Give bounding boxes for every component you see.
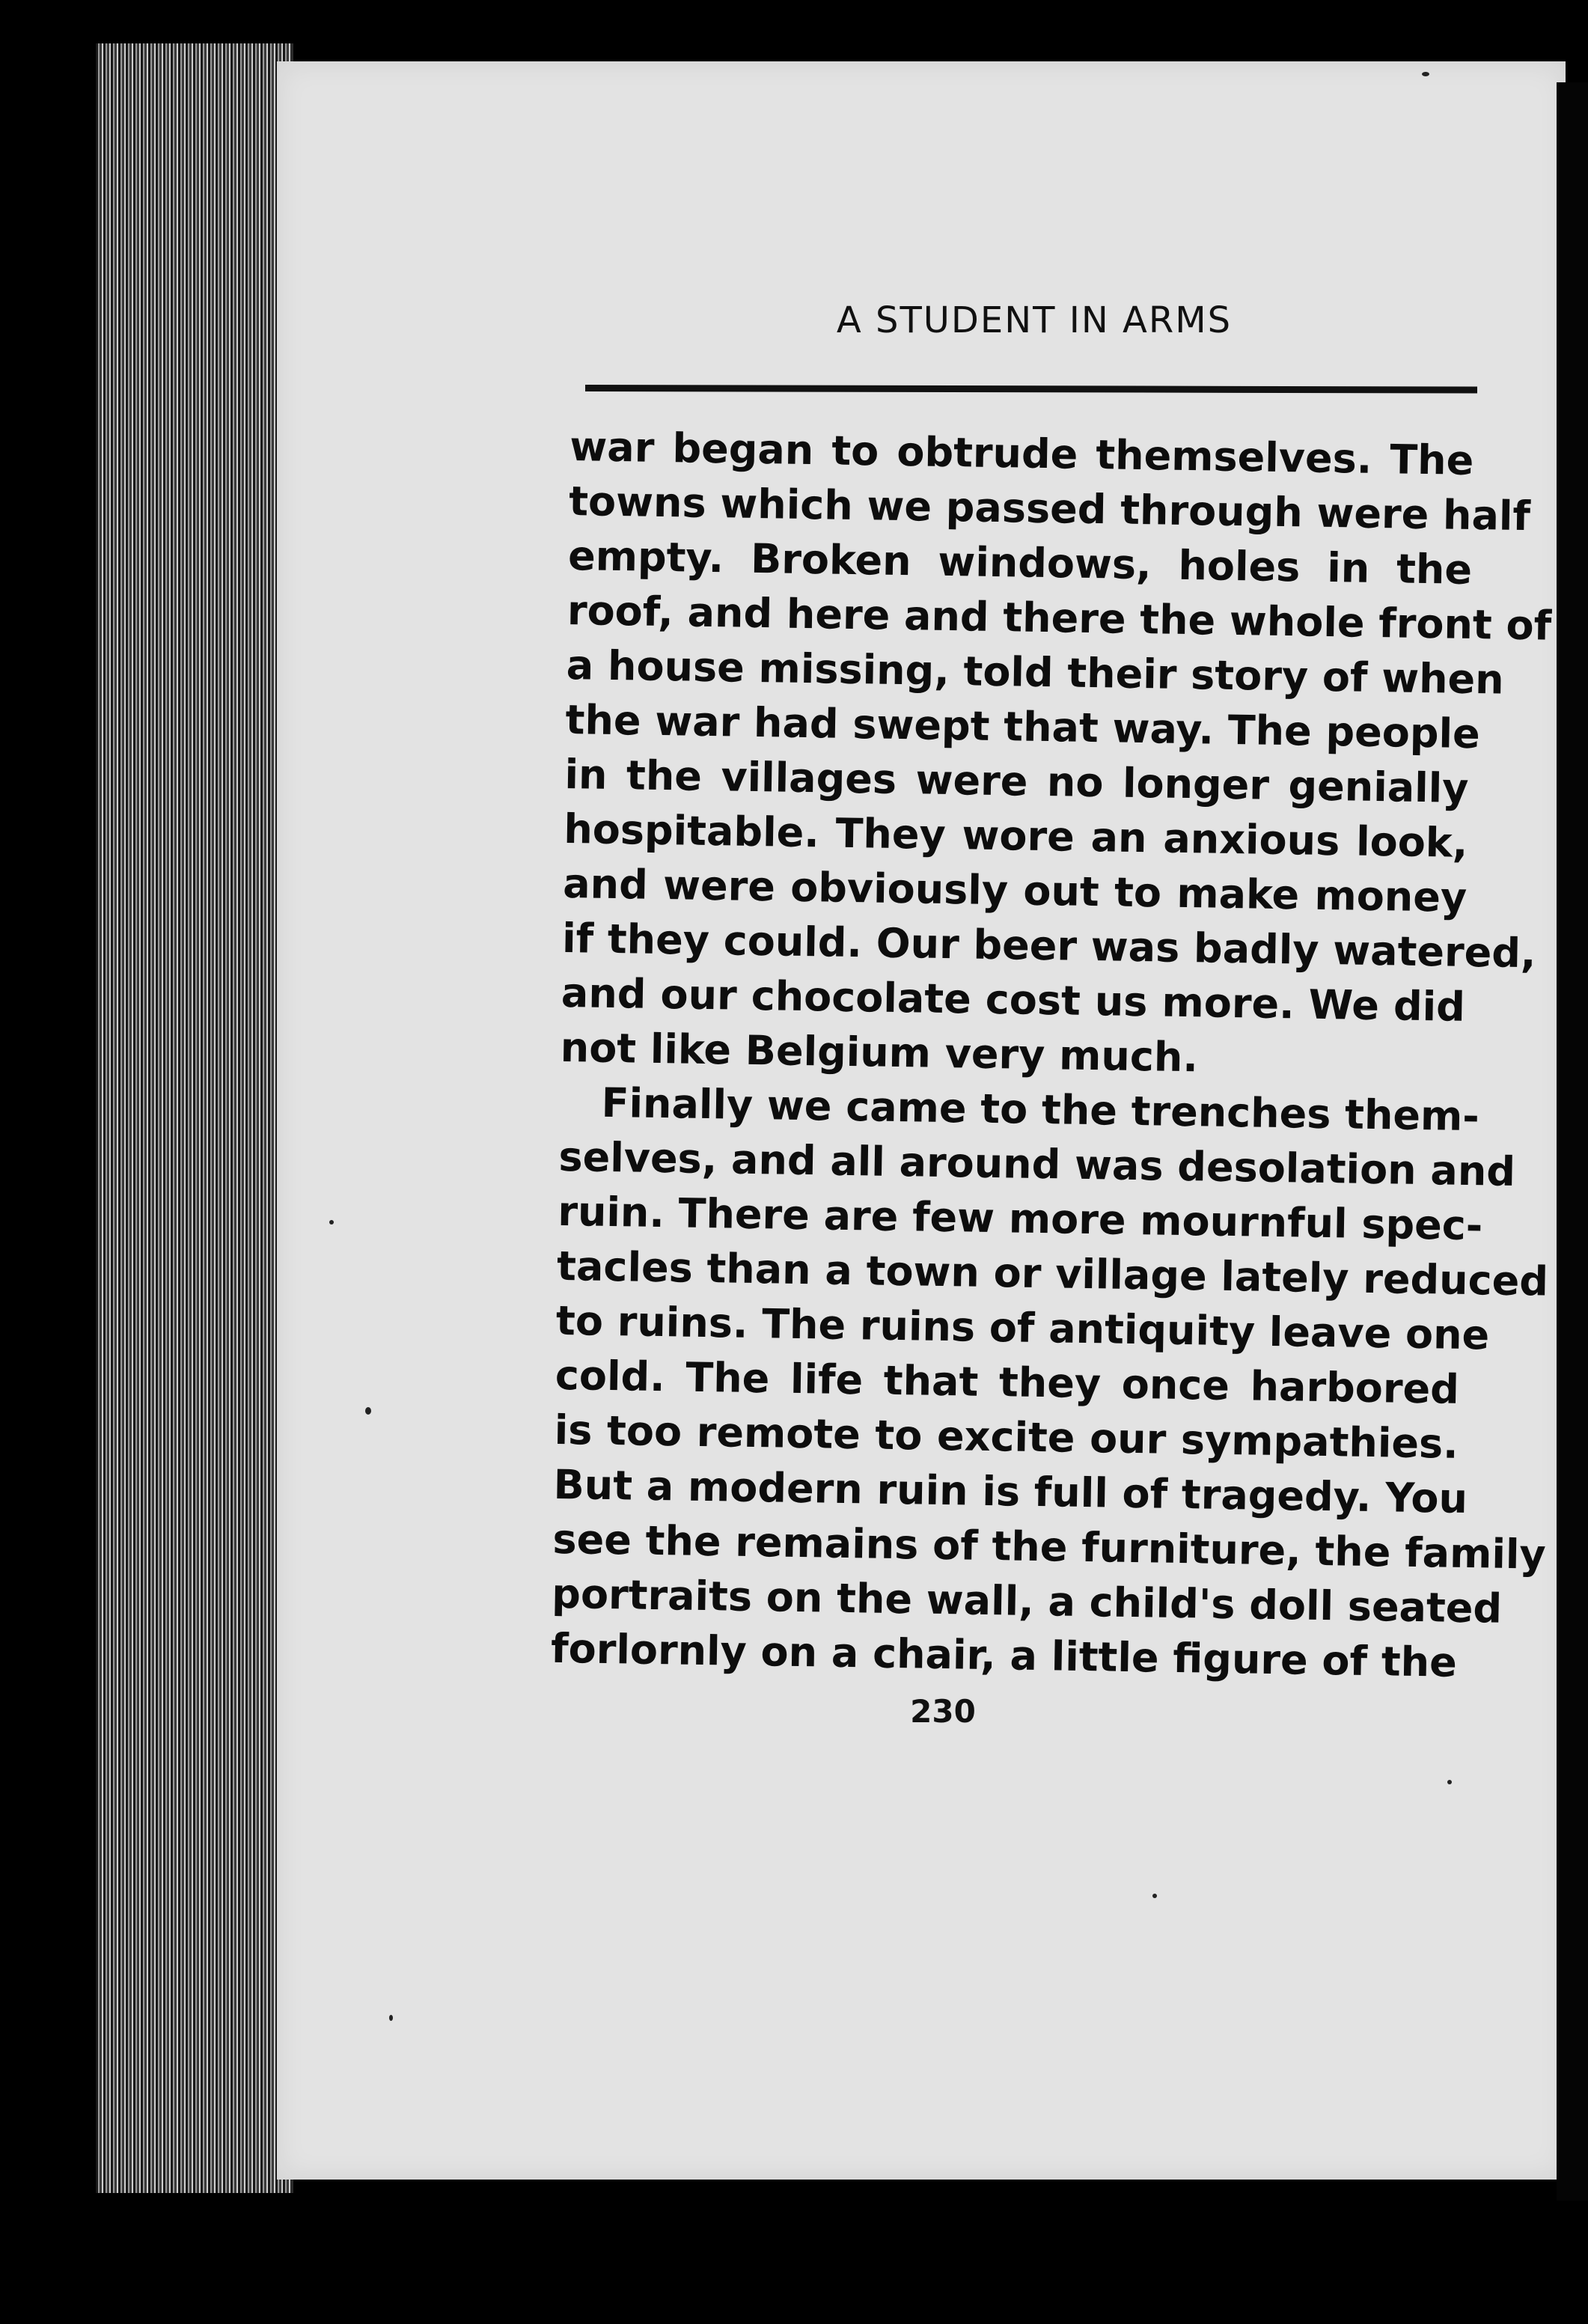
text-line: if they could. Our beer was badly watered, — [561, 914, 1536, 978]
scan-speck — [389, 2015, 393, 2021]
text-line: is too remote to excite our sympathies. — [554, 1406, 1459, 1468]
text-line: a house missing, told their story of when — [566, 641, 1505, 704]
scan-speck — [1447, 1780, 1452, 1784]
body-text — [550, 419, 1552, 1690]
scan-speck — [1152, 1894, 1157, 1898]
text-line: towns which we passed through were half — [568, 477, 1531, 540]
text-line: But a modern ruin is full of tragedy. You — [553, 1460, 1468, 1523]
text-line: hospitable. They wore an anxious look, — [563, 805, 1468, 867]
text-line: see the remains of the furniture, the family — [552, 1515, 1547, 1579]
scan-speck — [329, 1220, 334, 1224]
text-line: not like Belgium very much. — [560, 1023, 1199, 1082]
text-line: to ruins. The ruins of antiquity leave one — [555, 1296, 1490, 1359]
scan-speck — [1422, 72, 1429, 76]
text-line: cold. The life that they once harbored — [555, 1351, 1460, 1413]
text-line: portraits on the wall, a child's doll seated — [551, 1570, 1503, 1632]
text-line: and our chocolate cost us more. We did — [561, 969, 1466, 1031]
text-line: empty. Broken windows, holes in the — [567, 531, 1473, 594]
text-line: roof, and here and there the whole front of — [567, 586, 1552, 650]
text-line: war began to obtrude themselves. The — [569, 422, 1474, 484]
paragraph-start-line: Finally we came to the trenches them- — [601, 1079, 1480, 1141]
running-header: A STUDENT IN ARMS — [836, 299, 1233, 341]
text-line: selves, and all around was desolation and — [558, 1132, 1516, 1195]
text-line: forlornly on a chair, a little figure of the — [550, 1624, 1458, 1686]
scan-speck — [365, 1407, 371, 1415]
text-line: ruin. There are few more mournful spec- — [557, 1187, 1483, 1250]
page-number: 230 — [910, 1693, 976, 1730]
text-line: in the villages were no longer genially — [564, 750, 1469, 812]
page-right-edge-shadow — [1557, 82, 1588, 2201]
text-line: the war had swept that way. The people — [565, 695, 1481, 758]
text-line: and were obviously out to make money — [562, 859, 1468, 921]
stacked-page-edges — [96, 43, 293, 2193]
text-line: tacles than a town or village lately reduced — [556, 1242, 1549, 1305]
